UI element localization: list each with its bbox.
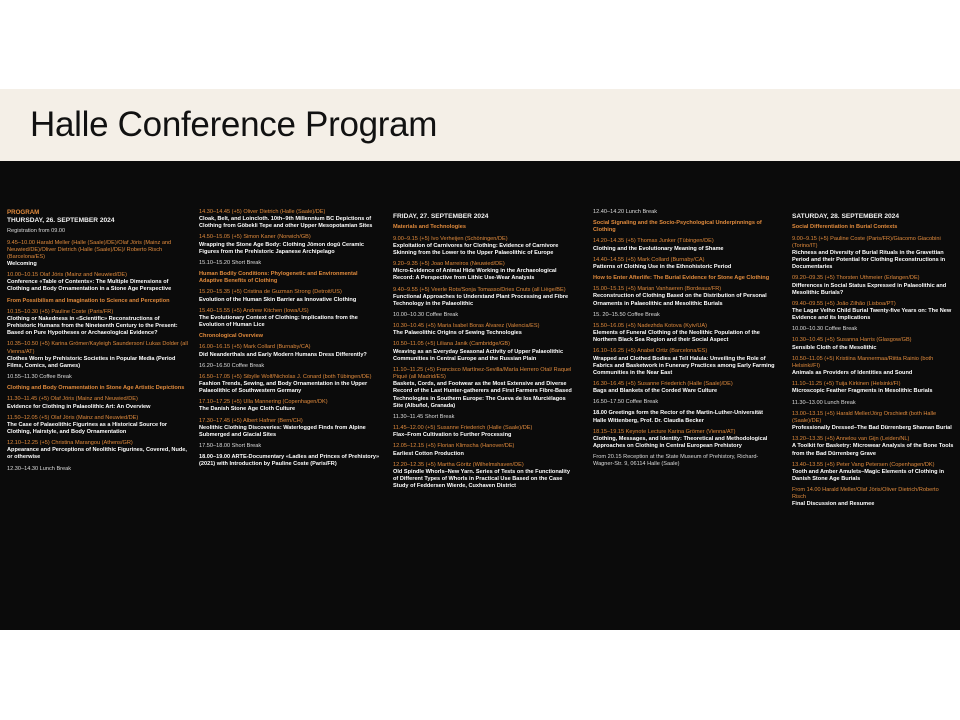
talk-entry bbox=[199, 289, 381, 303]
talk-speaker: 10.00–10.15 Olaf Jöris (Mainz and Neuwied/DE) bbox=[7, 272, 128, 279]
title-band bbox=[0, 89, 960, 161]
talk-title: A Toolkit for Basketry: Microwear Analysis of the Bone Tools from the Bad Dürrenberg Grave bbox=[792, 443, 954, 457]
talk-entry bbox=[593, 323, 775, 344]
talk-title: Patterns of Clothing Use in the Ethnohistoric Period bbox=[593, 263, 732, 270]
talk-speaker: 9.45–10.00 Harald Meller (Halle (Saale)/DE)/Olaf Jöris (Mainz and Neuwied/DE)/Oliver Dietrich (Halle (Saale)/DE)/ Roberto Risch (Barcelona/ES) bbox=[7, 239, 172, 260]
talk-entry bbox=[792, 236, 954, 272]
talk-entry bbox=[792, 337, 954, 351]
talk-title: The Lagar Velho Child Burial Twenty-five Years on: The New Evidence and its Implications bbox=[792, 308, 952, 322]
talk-entry bbox=[7, 272, 189, 293]
talk-entry bbox=[199, 418, 381, 439]
talk-entry bbox=[7, 341, 189, 370]
talk-title: The Palaeolithic Origins of Sewing Technologies bbox=[393, 330, 522, 337]
talk-entry bbox=[792, 436, 954, 457]
talk-title: Evolution of the Human Skin Barrier as Innovative Clothing bbox=[199, 296, 357, 303]
talk-title: Wrapping the Stone Age Body: Clothing Jōmon dogū Ceramic Figures from the Prehistoric Japanese Archipelago bbox=[199, 241, 365, 255]
talk-speaker: 18.15–19.15 Keynote Lecture Karina Grömer (Vienna/AT) bbox=[593, 428, 736, 435]
talk-speaker: 15.50–16.05 (+5) Nadezhda Kotova (Kyiv/UA) bbox=[593, 322, 707, 329]
talk-title: Cloak, Belt, and Loincloth. 10th–9th Millennium BC Depictions of Clothing from Göbekli Tepe and other Upper Mesopotamian Sites bbox=[199, 216, 373, 230]
day-heading: THURSDAY, 26. SEPTEMBER 2024 bbox=[7, 216, 115, 224]
talk-title: Clothing, Messages, and Identity: Theoretical and Methodological Approaches on Clothing in Central European Prehistory bbox=[593, 435, 768, 450]
talk-entry bbox=[7, 440, 189, 461]
program-panel bbox=[0, 161, 960, 630]
talk-entry bbox=[7, 240, 189, 269]
schedule-note: 10.00–10.30 Coffee Break bbox=[393, 312, 459, 318]
talk-title: Sensible Cloth of the Mesolithic bbox=[792, 344, 877, 351]
talk-speaker: 14.20–14.35 (+5) Thomas Junker (Tübingen/DE) bbox=[593, 238, 714, 245]
talk-title: Reconstruction of Clothing Based on the Distribution of Personal Ornaments in Palaeolithic and Mesolithic Burials bbox=[593, 293, 767, 307]
talk-speaker: 16.50–17.05 (+5) Sibylle Wolf/Nicholas J. Conard (both Tübingen/DE) bbox=[199, 373, 372, 380]
talk-speaker: 09.40–09.55 (+5) João Zilhão (Lisboa/PT) bbox=[792, 300, 896, 307]
talk-entry bbox=[393, 367, 575, 410]
session-heading: Human Bodily Conditions: Phylogenetic and Environmental Adaptive Benefits of Clothing bbox=[199, 271, 358, 285]
talk-speaker: 11.45–12.00 (+5) Susanne Friederich (Halle (Saale)/DE) bbox=[393, 425, 533, 432]
talk-speaker: From 14.00 Harald Meller/Olaf Jöris/Oliver Dietrich/Roberto Risch bbox=[792, 487, 939, 501]
talk-title: Appearance and Perceptions of Neolithic Figurines, Covered, Nude, or otherwise bbox=[7, 447, 187, 461]
session-heading: Social Signaling and the Socio-Psychological Underpinnings of Clothing bbox=[593, 220, 762, 234]
talk-entry bbox=[393, 341, 575, 362]
column-thursday-afternoon bbox=[199, 209, 381, 473]
talk-speaker: 13.00–13.15 (+5) Harald Meller/Jörg Orschiedt (both Halle (Saale)/DE) bbox=[792, 410, 937, 424]
talk-title: Neolithic Clothing Discoveries: Waterlogged Finds from Alpine Submerged and Glacial Sites bbox=[199, 424, 366, 438]
talk-title: Evidence for Clothing in Palaeolithic Art: An Overview bbox=[7, 403, 151, 410]
talk-speaker: 14.50–15.05 (+5) Simon Kaner (Norwich/GB) bbox=[199, 234, 311, 241]
page-title: Halle Conference Program bbox=[30, 105, 438, 144]
talk-entry bbox=[593, 238, 775, 252]
talk-speaker: 12.20–12.35 (+5) Martha Göritz (Wilhelmshaven/DE) bbox=[393, 461, 524, 468]
talk-entry bbox=[593, 257, 775, 271]
talk-title: Tooth and Amber Amulets–Magic Elements of Clothing in Danish Stone Age Burials bbox=[792, 468, 945, 482]
talk-title: Clothing or Nakedness in «Scientific» Reconstructions of Prehistoric Humans from the Nineteenth Century to the Present: Based on Pure Hypotheses or Archaeological Evidence? bbox=[7, 315, 178, 337]
talk-title: Exploitation of Carnivores for Clothing: Evidence of Carnivore Skinning from the Lower to the Upper Palaeolithic of Europe bbox=[393, 242, 559, 256]
talk-speaker: 14.40–14.55 (+5) Mark Collard (Burnaby/CA) bbox=[593, 256, 705, 263]
talk-speaker: 10.15–10.30 (+5) Pauline Coste (Paris/FR) bbox=[7, 308, 114, 315]
talk-entry bbox=[7, 396, 189, 410]
talk-entry bbox=[593, 381, 775, 395]
talk-speaker: 10.50–11.05 (+5) Liliana Janik (Cambridge/GB) bbox=[393, 341, 510, 348]
talk-title: Conference «Table of Contents»: The Multiple Dimensions of Clothing and Body Ornamentation in a Stone Age Perspective bbox=[7, 279, 172, 293]
talk-entry bbox=[593, 429, 775, 450]
talk-entry bbox=[393, 443, 575, 457]
talk-speaker: 9.00–9.15 (+5) Pauline Coste (Paris/FR)/Giacomo Giacobini (Torino/IT) bbox=[792, 235, 941, 249]
talk-speaker: 16.00–16.15 (+5) Mark Collard (Burnaby/CA) bbox=[199, 344, 311, 351]
schedule-note: 16.50–17.50 Coffee Break bbox=[593, 399, 659, 406]
talk-speaker: 12.10–12.25 (+5) Christina Marangou (Athens/GR) bbox=[7, 440, 133, 447]
schedule-note: 11.30–11.45 Short Break bbox=[393, 413, 455, 420]
talk-speaker: 9.00–9.15 (+5) Ivo Verheijen (Schöningen/DE) bbox=[393, 235, 508, 242]
talk-title: Functional Approaches to Understand Plant Processing and Fibre Technology in the Palaeolithic bbox=[393, 293, 569, 307]
session-heading: Materials and Technologies bbox=[393, 224, 466, 231]
talk-entry bbox=[7, 415, 189, 436]
talk-title: Old Spindle Whorls–New Yarn. Series of Tests on the Functionality of Different Types of Whorls in Practical Use Based on the Case Study of Feddersen Wierde, Cuxhaven District bbox=[393, 468, 570, 490]
talk-entry bbox=[593, 348, 775, 377]
talk-title: Did Neanderthals and Early Modern Humans Dress Differently? bbox=[199, 351, 367, 358]
talk-entry bbox=[199, 308, 381, 329]
talk-speaker: 11.10–11.25 (+5) Tuija Kirkinen (Helsinki/FI) bbox=[792, 381, 901, 388]
talk-entry bbox=[393, 236, 575, 257]
talk-entry bbox=[792, 411, 954, 432]
session-heading: Chronological Overview bbox=[199, 333, 264, 340]
schedule-note: 15.10–15.20 Short Break bbox=[199, 259, 262, 266]
talk-speaker: 10.30–10.45 (+5) Maria Isabel Boras Álvarez (Valencia/ES) bbox=[393, 323, 540, 330]
talk-entry bbox=[593, 286, 775, 307]
talk-speaker: 15.20–15.35 (+5) Cristina de Guzman Strong (Detroit/US) bbox=[199, 289, 342, 296]
session-heading: How to Enter Afterlife: The Burial Evidence for Stone Age Clothing bbox=[593, 275, 770, 282]
talk-title: Final Discussion and Resumee bbox=[792, 501, 875, 508]
talk-title: The Case of Palaeolithic Figurines as a Historical Source for Clothing, Hairstyle, and Body Ornamentation bbox=[7, 421, 168, 435]
talk-speaker: 11.30–11.45 (+5) Olaf Jöris (Mainz and Neuwied/DE) bbox=[7, 396, 138, 403]
session-heading: Clothing and Body Ornamentation in Stone Age Artistic Depictions bbox=[7, 385, 185, 392]
talk-entry bbox=[393, 323, 575, 337]
talk-title: Clothing and the Evolutionary Meaning of Shame bbox=[593, 245, 724, 252]
schedule-note: 12.40–14.20 Lunch Break bbox=[593, 209, 658, 215]
talk-entry bbox=[393, 261, 575, 282]
talk-title: The Danish Stone Age Cloth Culture bbox=[199, 406, 296, 413]
schedule-note: 15. 20–15.50 Coffee Break bbox=[593, 311, 660, 318]
talk-title: Wrapped and Clothed Bodies at Tell Halula: Unveiling the Role of Fabrics and Basketwork in Funerary Practices among Early Farming Communities in the Near East bbox=[593, 355, 775, 376]
talk-entry bbox=[792, 462, 954, 483]
column-thursday bbox=[7, 209, 189, 477]
column-saturday bbox=[792, 213, 954, 513]
talk-speaker: 17.30–17.45 (+5) Albert Hafner (Bern/CH) bbox=[199, 417, 303, 424]
talk-title: Professionally Dressed–The Bad Dürrenberg Shaman Burial bbox=[792, 425, 952, 432]
talk-title: Welcoming bbox=[7, 261, 37, 267]
column-friday bbox=[393, 213, 575, 494]
talk-speaker: 10.50–11.05 (+5) Kristiina Mannermaa/Riitta Rainio (both Helsinki/FI) bbox=[792, 355, 934, 369]
talk-title: Animals as Providers of Identities and Sound bbox=[792, 370, 913, 377]
talk-speaker: 11.50–12.05 (+5) Olaf Jöris (Mainz and Neuwied/DE) bbox=[7, 414, 139, 421]
schedule-note: 17.50–18.00 Short Break bbox=[199, 443, 262, 450]
talk-speaker: 9.40–9.55 (+5) Veerle Rots/Sonja Tomasso/Dries Cnuts (all Liège/BE) bbox=[393, 286, 566, 293]
talk-speaker: 10.35–10.50 (+5) Karina Grömer/Kayleigh Saunderson/ Lukas Dolder (all Vienna/AT) bbox=[7, 341, 188, 355]
column-friday-afternoon bbox=[593, 209, 775, 473]
talk-title: Weaving as an Everyday Seasonal Activity of Upper Palaeolithic Communities in Central Europe and the Russian Plain bbox=[393, 348, 564, 362]
day-heading: FRIDAY, 27. SEPTEMBER 2024 bbox=[393, 213, 489, 220]
talk-entry bbox=[593, 410, 775, 424]
talk-entry bbox=[393, 425, 575, 439]
talk-speaker: 16.10–16.25 (+5) Anabel Ortiz (Barcelona/ES) bbox=[593, 348, 708, 355]
talk-entry bbox=[199, 374, 381, 395]
day-heading: SATURDAY, 28. SEPTEMBER 2024 bbox=[792, 213, 900, 220]
talk-speaker: 17.10–17.25 (+5) Ulla Mannering (Copenhagen/DK) bbox=[199, 399, 328, 406]
talk-entry bbox=[393, 462, 575, 491]
talk-title: Richness and Diversity of Burial Rituals in the Gravettian Period and their Potential for Clothing Reconstructions in Documentaries bbox=[792, 249, 946, 271]
talk-speaker: 13.40–13.55 (+5) Peter Vang Petersen (Copenhagen/DK) bbox=[792, 461, 935, 468]
talk-entry bbox=[792, 487, 954, 508]
talk-title: Micro-Evidence of Animal Hide Working in the Archaeological Record: A Perspective from Lithic Use-Wear Analysis bbox=[393, 268, 557, 282]
talk-speaker: 15.00–15.15 (+5) Marian Vanhaeren (Bordeaux/FR) bbox=[593, 286, 722, 293]
talk-title: Earliest Cotton Production bbox=[393, 450, 464, 457]
schedule-note: 11.30–13.00 Lunch Break bbox=[792, 399, 856, 406]
talk-title: Differences in Social Status Expressed in Palaeolithic and Mesolithic Burials? bbox=[792, 282, 947, 296]
schedule-note: 10.55–11.30 Coffee Break bbox=[7, 374, 72, 381]
schedule-note: 16.20–16.50 Coffee Break bbox=[199, 362, 265, 369]
talk-entry bbox=[792, 275, 954, 296]
talk-entry bbox=[792, 301, 954, 322]
talk-entry bbox=[792, 381, 954, 395]
schedule-note: 12.30–14.30 Lunch Break bbox=[7, 465, 72, 472]
schedule-note: From 20.15 Reception at the State Museum of Prehistory, Richard-Wagner-Str. 9, 06114 Halle (Saale) bbox=[593, 454, 759, 468]
talk-speaker: 9.20–9.35 (+5) Joao Marreiros (Neuwied/DE) bbox=[393, 261, 505, 268]
talk-entry bbox=[393, 287, 575, 308]
program-label: PROGRAM bbox=[7, 209, 40, 216]
talk-speaker: 13.20–13.35 (+5) Annelou van Gijn (Leiden/NL) bbox=[792, 436, 910, 443]
talk-speaker: 12.05–12.15 (+5) Florian Klimscha (Hanover/DE) bbox=[393, 443, 515, 450]
talk-title: Microscopic Feather Fragments in Mesolithic Burials bbox=[792, 388, 933, 395]
talk-title: Baskets, Cords, and Footwear as the Most Extensive and Diverse Record of the Last Hunter-gatherers and First Farmers Fibre-Based Technologies in Southern Europe: The Cueva de los Murciélagos Site (Albuñol, Granada) bbox=[393, 381, 572, 409]
talk-title: Clothes Worn by Prehistoric Societies in Popular Media (Period Films, Comics, and Games) bbox=[7, 355, 176, 369]
talk-title: Fashion Trends, Sewing, and Body Ornamentation in the Upper Palaeolithic of Southwestern Germany bbox=[199, 380, 368, 395]
talk-entry bbox=[199, 454, 381, 468]
session-heading: Social Differentiation in Burial Contexts bbox=[792, 224, 898, 231]
talk-title: 18.00 Greetings form the Rector of the Martin-Luther-Universität Halle Wittenberg, Prof. Dr. Claudia Becker bbox=[593, 410, 764, 424]
talk-speaker: 11.10–11.25 (+5) Francisco Martínez-Sevilla/María Herrero Otal/ Raquel Piqué (all Madrid/ES) bbox=[393, 366, 572, 381]
talk-title: Elements of Funeral Clothing of the Neolithic Population of the Northern Black Sea Region and their Social Aspect bbox=[593, 330, 760, 344]
session-heading: From Possibilism and Imagination to Science and Perception bbox=[7, 297, 170, 304]
talk-speaker: 09.20–09.35 (+5) Thorsten Uthmeier (Erlangen/DE) bbox=[792, 275, 920, 282]
talk-entry bbox=[199, 234, 381, 255]
schedule-note: 10.00–10.30 Coffee Break bbox=[792, 326, 858, 333]
talk-title: Bags and Blankets of the Corded Ware Culture bbox=[593, 388, 718, 395]
talk-entry bbox=[7, 309, 189, 338]
talk-entry bbox=[199, 209, 381, 230]
talk-speaker: 16.30–16.45 (+5) Susanne Friederich (Halle (Saale)/DE) bbox=[593, 380, 733, 387]
talk-title: 18.00–19.00 ARTE-Documentary «Ladies and Princes of Prehistory» (2021) with Introduction by Pauline Coste (Paris/FR) bbox=[199, 454, 380, 468]
talk-entry bbox=[199, 344, 381, 358]
schedule-note: Registration from 09.00 bbox=[7, 228, 66, 235]
talk-title: The Evolutionary Context of Clothing: Implications from the Evolution of Human Lice bbox=[199, 314, 358, 329]
talk-speaker: 14.30–14.45 (+5) Oliver Dietrich (Halle (Saale)/DE) bbox=[199, 209, 326, 215]
talk-speaker: 10.30–10.45 (+5) Susanna Harris (Glasgow/GB) bbox=[792, 337, 912, 344]
talk-entry bbox=[792, 356, 954, 377]
talk-entry bbox=[199, 399, 381, 413]
talk-title: Flax–From Cultivation to Further Processing bbox=[393, 432, 512, 439]
talk-speaker: 15.40–15.55 (+5) Andrew Kitchen (Iowa/US) bbox=[199, 307, 309, 314]
